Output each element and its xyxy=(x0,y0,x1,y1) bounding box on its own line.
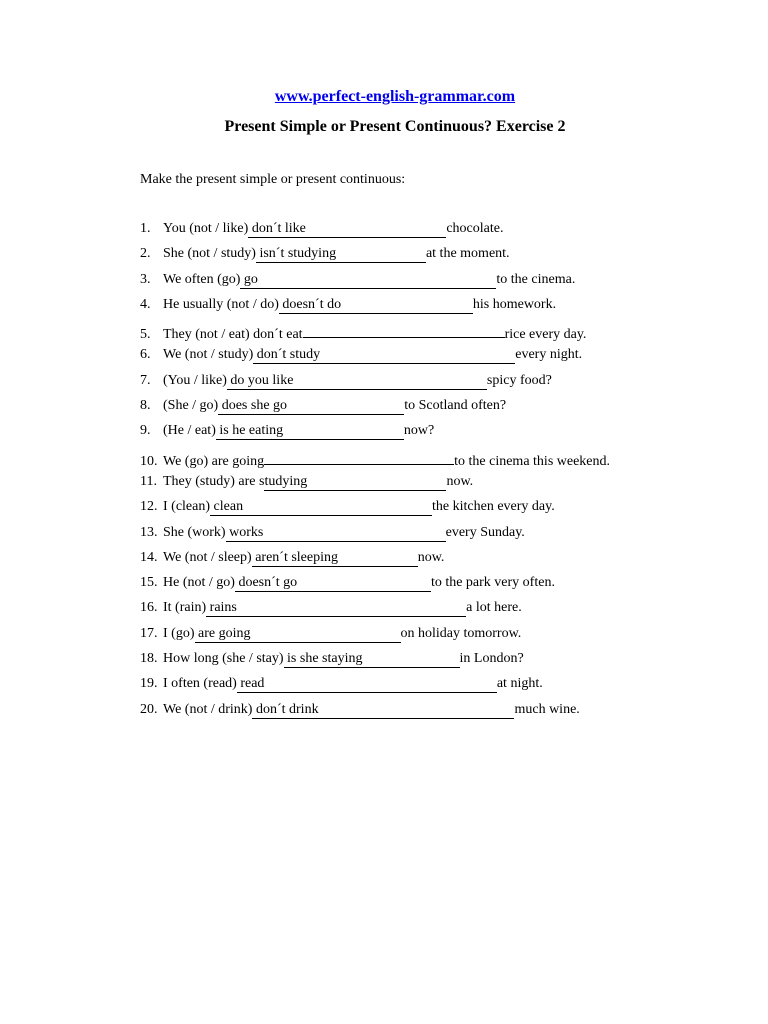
answer-blank[interactable] xyxy=(226,525,446,542)
instructions-text: Make the present simple or present continuous: xyxy=(140,172,406,187)
item-prompt: (She / go) xyxy=(163,398,219,414)
item-prompt: (You / like) xyxy=(163,372,227,388)
item-tail: to the cinema this weekend. xyxy=(454,453,611,469)
exercise-item xyxy=(140,346,700,371)
exercise-item xyxy=(140,448,700,473)
item-answer: don´t study xyxy=(253,347,321,363)
page-title: Present Simple or Present Continuous? Exercise 2 xyxy=(224,118,566,135)
item-tail: spicy food? xyxy=(486,372,552,388)
item-answer: doesn´t do xyxy=(278,296,342,312)
item-number: 11. xyxy=(140,473,157,489)
answer-blank[interactable] xyxy=(264,448,454,465)
exercise-item xyxy=(140,245,700,270)
item-number: 1. xyxy=(140,221,151,236)
item-prompt: I often (read) xyxy=(163,676,237,692)
item-answer: clean xyxy=(210,499,244,515)
item-number: 4. xyxy=(140,296,151,312)
item-prompt: How long (she / stay) xyxy=(163,651,284,667)
answer-blank[interactable] xyxy=(253,347,515,364)
item-tail: much wine. xyxy=(514,701,580,717)
item-number: 7. xyxy=(140,372,151,388)
item-answer: go xyxy=(240,271,258,287)
item-prompt: It (rain) xyxy=(163,600,207,616)
answer-blank[interactable] xyxy=(279,297,473,314)
item-number: 5. xyxy=(140,327,151,343)
item-answer: don´t like xyxy=(248,221,306,236)
item-prompt: She (not / study) xyxy=(163,246,256,262)
item-number: 13. xyxy=(140,524,158,540)
item-tail: rice every day. xyxy=(504,327,587,343)
exercise-item xyxy=(140,473,700,498)
item-answer: tudying xyxy=(264,473,308,489)
answer-blank[interactable] xyxy=(210,499,432,516)
exercise-item xyxy=(140,650,700,675)
item-number: 15. xyxy=(140,575,158,591)
exercise-item xyxy=(140,549,700,574)
item-number: 18. xyxy=(140,651,158,667)
answer-blank[interactable] xyxy=(284,651,460,668)
item-prompt: We (not / sleep) xyxy=(163,549,252,565)
item-prompt: She (work) xyxy=(163,524,226,540)
item-tail: now? xyxy=(403,423,435,439)
item-answer: is he eating xyxy=(215,423,284,439)
exercise-item xyxy=(140,397,700,422)
exercise-item xyxy=(140,296,700,321)
exercise-item xyxy=(140,498,700,523)
answer-blank[interactable] xyxy=(252,702,514,719)
item-prompt: (He / eat) xyxy=(163,423,216,439)
item-tail: every night. xyxy=(515,347,583,363)
item-number: 16. xyxy=(140,600,158,616)
item-tail: to the cinema. xyxy=(496,271,576,287)
item-tail: every Sunday. xyxy=(445,524,525,540)
item-answer: doesn´t go xyxy=(234,575,298,591)
answer-blank[interactable] xyxy=(206,600,466,617)
item-prompt: We (not / drink) xyxy=(163,701,253,717)
exercise-item xyxy=(140,220,700,245)
item-number: 6. xyxy=(140,347,151,363)
item-prompt: He (not / go) xyxy=(163,575,235,591)
exercise-item xyxy=(140,524,700,549)
item-tail: at the moment. xyxy=(425,246,510,262)
site-url-link[interactable]: www.perfect-english-grammar.com xyxy=(274,88,516,105)
item-prompt: We (not / study) xyxy=(163,347,254,363)
exercise-list xyxy=(140,220,700,726)
exercise-item xyxy=(140,271,700,296)
item-prompt: I (clean) xyxy=(163,499,211,515)
item-number: 19. xyxy=(140,676,158,692)
item-tail: the kitchen every day. xyxy=(432,499,555,515)
item-prompt: I (go) xyxy=(163,625,195,641)
item-tail: now. xyxy=(417,549,445,565)
item-tail: to the park very often. xyxy=(430,575,555,591)
item-tail: his homework. xyxy=(472,296,557,312)
item-number: 9. xyxy=(140,423,151,439)
item-prompt: You (not / like) xyxy=(163,221,249,236)
item-answer: read xyxy=(236,676,265,692)
answer-blank[interactable] xyxy=(252,550,418,567)
answer-blank[interactable] xyxy=(237,676,497,693)
item-number: 8. xyxy=(140,398,151,414)
item-tail: to Scotland often? xyxy=(404,398,507,414)
item-answer: don´t drink xyxy=(252,701,319,717)
answer-blank[interactable] xyxy=(256,246,426,263)
item-answer: rains xyxy=(206,600,237,616)
item-answer: does she go xyxy=(218,398,288,414)
exercise-item xyxy=(140,321,700,346)
exercise-item xyxy=(140,675,700,700)
item-tail: on holiday tomorrow. xyxy=(400,625,522,641)
answer-blank[interactable] xyxy=(303,321,505,338)
item-tail: in London? xyxy=(459,651,524,667)
item-number: 3. xyxy=(140,271,151,287)
exercise-item xyxy=(140,599,700,624)
item-prompt: They (not / eat) don´t eat xyxy=(163,327,303,343)
item-number: 17. xyxy=(140,625,158,641)
exercise-item xyxy=(140,574,700,599)
item-number: 12. xyxy=(140,499,158,515)
item-answer: is she staying xyxy=(283,651,363,667)
item-number: 14. xyxy=(140,549,158,565)
answer-blank[interactable] xyxy=(216,423,404,440)
item-answer: do you like xyxy=(226,372,294,388)
item-number: 2. xyxy=(140,246,151,262)
item-tail: chocolate. xyxy=(446,221,504,236)
exercise-item xyxy=(140,372,700,397)
item-tail: a lot here. xyxy=(466,600,522,616)
item-answer: are going xyxy=(194,625,251,641)
answer-blank[interactable] xyxy=(235,575,431,592)
answer-blank[interactable] xyxy=(240,272,496,289)
exercise-item xyxy=(140,701,700,726)
item-prompt: He usually (not / do) xyxy=(163,296,279,312)
item-number: 20. xyxy=(140,701,158,717)
item-answer: works xyxy=(225,524,264,540)
item-tail: at night. xyxy=(496,676,543,692)
item-tail: now. xyxy=(446,473,474,489)
answer-blank[interactable] xyxy=(227,373,487,390)
answer-blank[interactable] xyxy=(248,221,446,238)
answer-blank[interactable] xyxy=(195,626,401,643)
item-prompt: We (go) are going xyxy=(163,453,265,469)
item-prompt: They (study) are s xyxy=(163,473,265,489)
item-number: 10. xyxy=(140,453,158,469)
item-answer: aren´t sleeping xyxy=(251,549,338,565)
answer-blank[interactable] xyxy=(264,474,446,491)
item-answer: isn´t studying xyxy=(255,246,337,262)
exercise-item xyxy=(140,625,700,650)
item-prompt: We often (go) xyxy=(163,271,241,287)
exercise-item xyxy=(140,422,700,447)
answer-blank[interactable] xyxy=(218,398,404,415)
